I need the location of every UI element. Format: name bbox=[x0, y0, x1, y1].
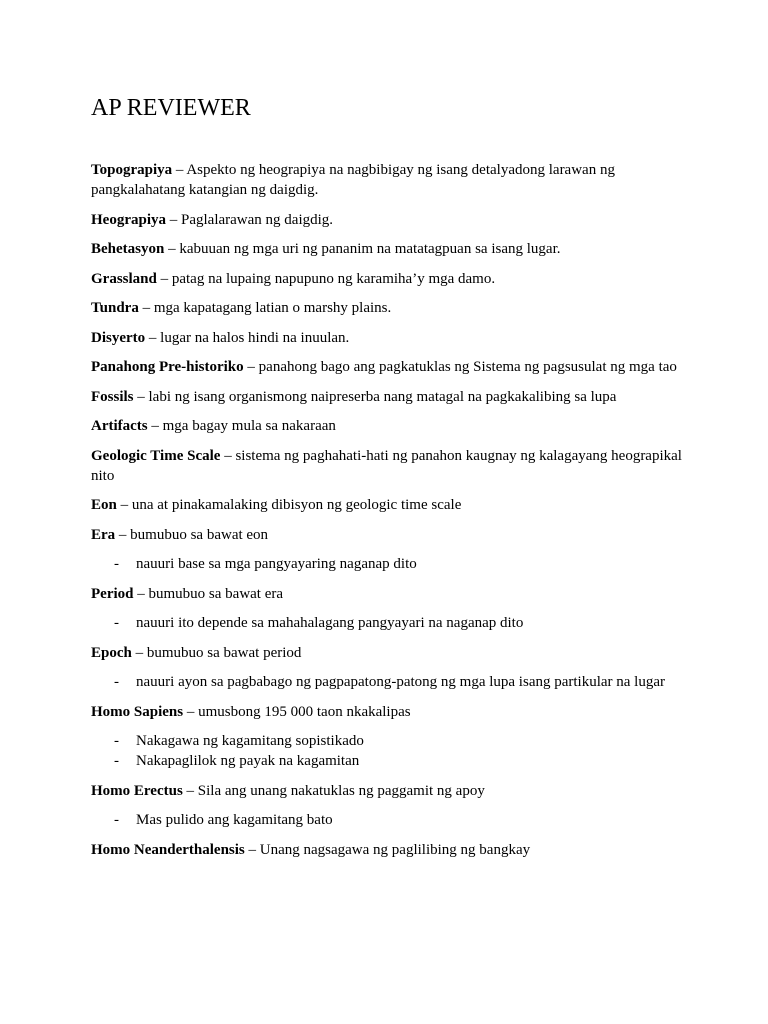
entry-definition: una at pinakamalaking dibisyon ng geologic time scale bbox=[131, 497, 462, 513]
entry-definition: labi ng isang organismong naipreserba nang matagal na pagkakalibing sa lupa bbox=[148, 388, 617, 405]
bullet-list bbox=[91, 810, 691, 830]
bullet-marker: - bbox=[114, 556, 119, 572]
bullet-item bbox=[91, 751, 691, 771]
bullet-text: nauuri base sa mga pangyayaring naganap dito bbox=[136, 556, 417, 572]
bullet-marker: - bbox=[114, 615, 119, 631]
entry-separator: – bbox=[147, 418, 163, 434]
entry-separator: – bbox=[145, 329, 161, 346]
bullet-item bbox=[91, 554, 691, 574]
entry-eon bbox=[91, 495, 691, 515]
bullet-list bbox=[91, 672, 691, 692]
entry-definition: mga kapatagang latian o marshy plains. bbox=[153, 300, 392, 316]
entry-term: Homo Neanderthalensis bbox=[91, 841, 245, 858]
entry-separator: – bbox=[116, 497, 132, 513]
entry-separator: – bbox=[220, 447, 236, 464]
bullet-text: nauuri ito depende sa mahahalagang pangyayari na naganap dito bbox=[136, 615, 524, 631]
entry-tundra bbox=[91, 298, 691, 318]
entry-artifacts bbox=[91, 416, 691, 436]
entry-term: Eon bbox=[91, 497, 117, 513]
entry-separator: – bbox=[166, 211, 181, 228]
entry-term: Panahong Pre-historiko bbox=[91, 359, 244, 375]
entry-homo-erectus bbox=[91, 781, 691, 801]
entry-definition: sistema ng paghahati-hati ng panahon kaugnay ng kalagayang heograpikal nito bbox=[91, 447, 682, 484]
entry-term: Disyerto bbox=[91, 329, 146, 346]
bullet-text: nauuri ayon sa pagbabago ng pagpapatong-patong ng mga lupa isang partikular na lugar bbox=[136, 674, 666, 690]
entry-definition: patag na lupaing napupuno ng karamiha’y mga damo. bbox=[171, 270, 496, 287]
bullet-marker: - bbox=[114, 733, 119, 749]
entry-term: Fossils bbox=[91, 388, 134, 405]
entry-term: Homo Sapiens bbox=[91, 703, 184, 720]
entry-definition: lugar na halos hindi na inuulan. bbox=[160, 329, 350, 346]
entry-definition: bumubuo sa bawat era bbox=[148, 585, 284, 602]
bullet-marker: - bbox=[114, 812, 119, 828]
entry-grassland bbox=[91, 269, 691, 289]
entry-definition: umusbong 195 000 taon nkakalipas bbox=[198, 703, 411, 720]
entry-separator: – bbox=[243, 359, 259, 375]
entry-definition: mga bagay mula sa nakaraan bbox=[162, 418, 336, 434]
entry-homo-neanderthalensis bbox=[91, 840, 691, 860]
entry-homo-sapiens bbox=[91, 702, 691, 722]
entry-fossils bbox=[91, 387, 691, 407]
entry-term: Tundra bbox=[91, 300, 139, 316]
document-title: AP REVIEWER bbox=[91, 95, 251, 121]
entry-definition: panahong bago ang pagkatuklas ng Sistema ng pagsusulat ng mga tao bbox=[258, 359, 677, 375]
bullet-list bbox=[91, 554, 691, 574]
entry-separator: – bbox=[133, 585, 149, 602]
entry-term: Behetasyon bbox=[91, 241, 165, 257]
bullet-item bbox=[91, 731, 691, 751]
entry-disyerto bbox=[91, 328, 691, 348]
entry-geologic-time-scale bbox=[91, 446, 691, 486]
entry-heograpiya bbox=[91, 210, 691, 230]
bullet-list bbox=[91, 613, 691, 633]
entry-separator: – bbox=[244, 841, 260, 858]
entry-topograpiya bbox=[91, 160, 691, 200]
entry-definition: Aspekto ng heograpiya na nagbibigay ng isang detalyadong larawan ng pangkalahatang katangian ng daigdig. bbox=[91, 162, 615, 198]
entry-term: Topograpiya bbox=[91, 162, 173, 178]
bullet-text: Nakapaglilok ng payak na kagamitan bbox=[136, 753, 360, 769]
entry-term: Grassland bbox=[91, 270, 157, 287]
bullet-text: Nakagawa ng kagamitang sopistikado bbox=[136, 733, 364, 749]
bullet-item bbox=[91, 613, 691, 633]
bullet-marker: - bbox=[114, 753, 119, 769]
entry-separator: – bbox=[131, 644, 147, 661]
entry-separator: – bbox=[172, 162, 187, 178]
entry-epoch bbox=[91, 643, 691, 663]
document-page bbox=[91, 92, 691, 869]
entry-separator: – bbox=[164, 241, 180, 257]
bullet-list bbox=[91, 731, 691, 771]
entry-separator: – bbox=[138, 300, 154, 316]
entry-separator: – bbox=[133, 388, 149, 405]
entry-separator: – bbox=[115, 526, 131, 543]
entry-definition: Paglalarawan ng daigdig. bbox=[181, 211, 334, 228]
entry-term: Era bbox=[91, 526, 116, 543]
bullet-item bbox=[91, 672, 691, 692]
bullet-marker: - bbox=[114, 674, 119, 690]
entry-behetasyon bbox=[91, 239, 691, 259]
bullet-text: Mas pulido ang kagamitang bato bbox=[136, 812, 333, 828]
entry-term: Artifacts bbox=[91, 418, 148, 434]
entry-term: Period bbox=[91, 585, 134, 602]
entry-era bbox=[91, 525, 691, 545]
entry-term: Geologic Time Scale bbox=[91, 447, 221, 464]
entry-definition: Sila ang unang nakatuklas ng paggamit ng apoy bbox=[197, 782, 485, 799]
entry-definition: bumubuo sa bawat eon bbox=[130, 526, 269, 543]
entry-panahong-pre-historiko bbox=[91, 357, 691, 377]
entry-definition: Unang nagsagawa ng paglilibing ng bangkay bbox=[259, 841, 531, 858]
entry-separator: – bbox=[156, 270, 172, 287]
entry-term: Homo Erectus bbox=[91, 782, 183, 799]
bullet-item bbox=[91, 810, 691, 830]
entry-definition: kabuuan ng mga uri ng pananim na matatagpuan sa isang lugar. bbox=[179, 241, 561, 257]
entry-term: Epoch bbox=[91, 644, 132, 661]
entry-separator: – bbox=[182, 782, 198, 799]
entry-period bbox=[91, 584, 691, 604]
entry-definition: bumubuo sa bawat period bbox=[146, 644, 302, 661]
entry-term: Heograpiya bbox=[91, 211, 166, 228]
entry-separator: – bbox=[183, 703, 199, 720]
